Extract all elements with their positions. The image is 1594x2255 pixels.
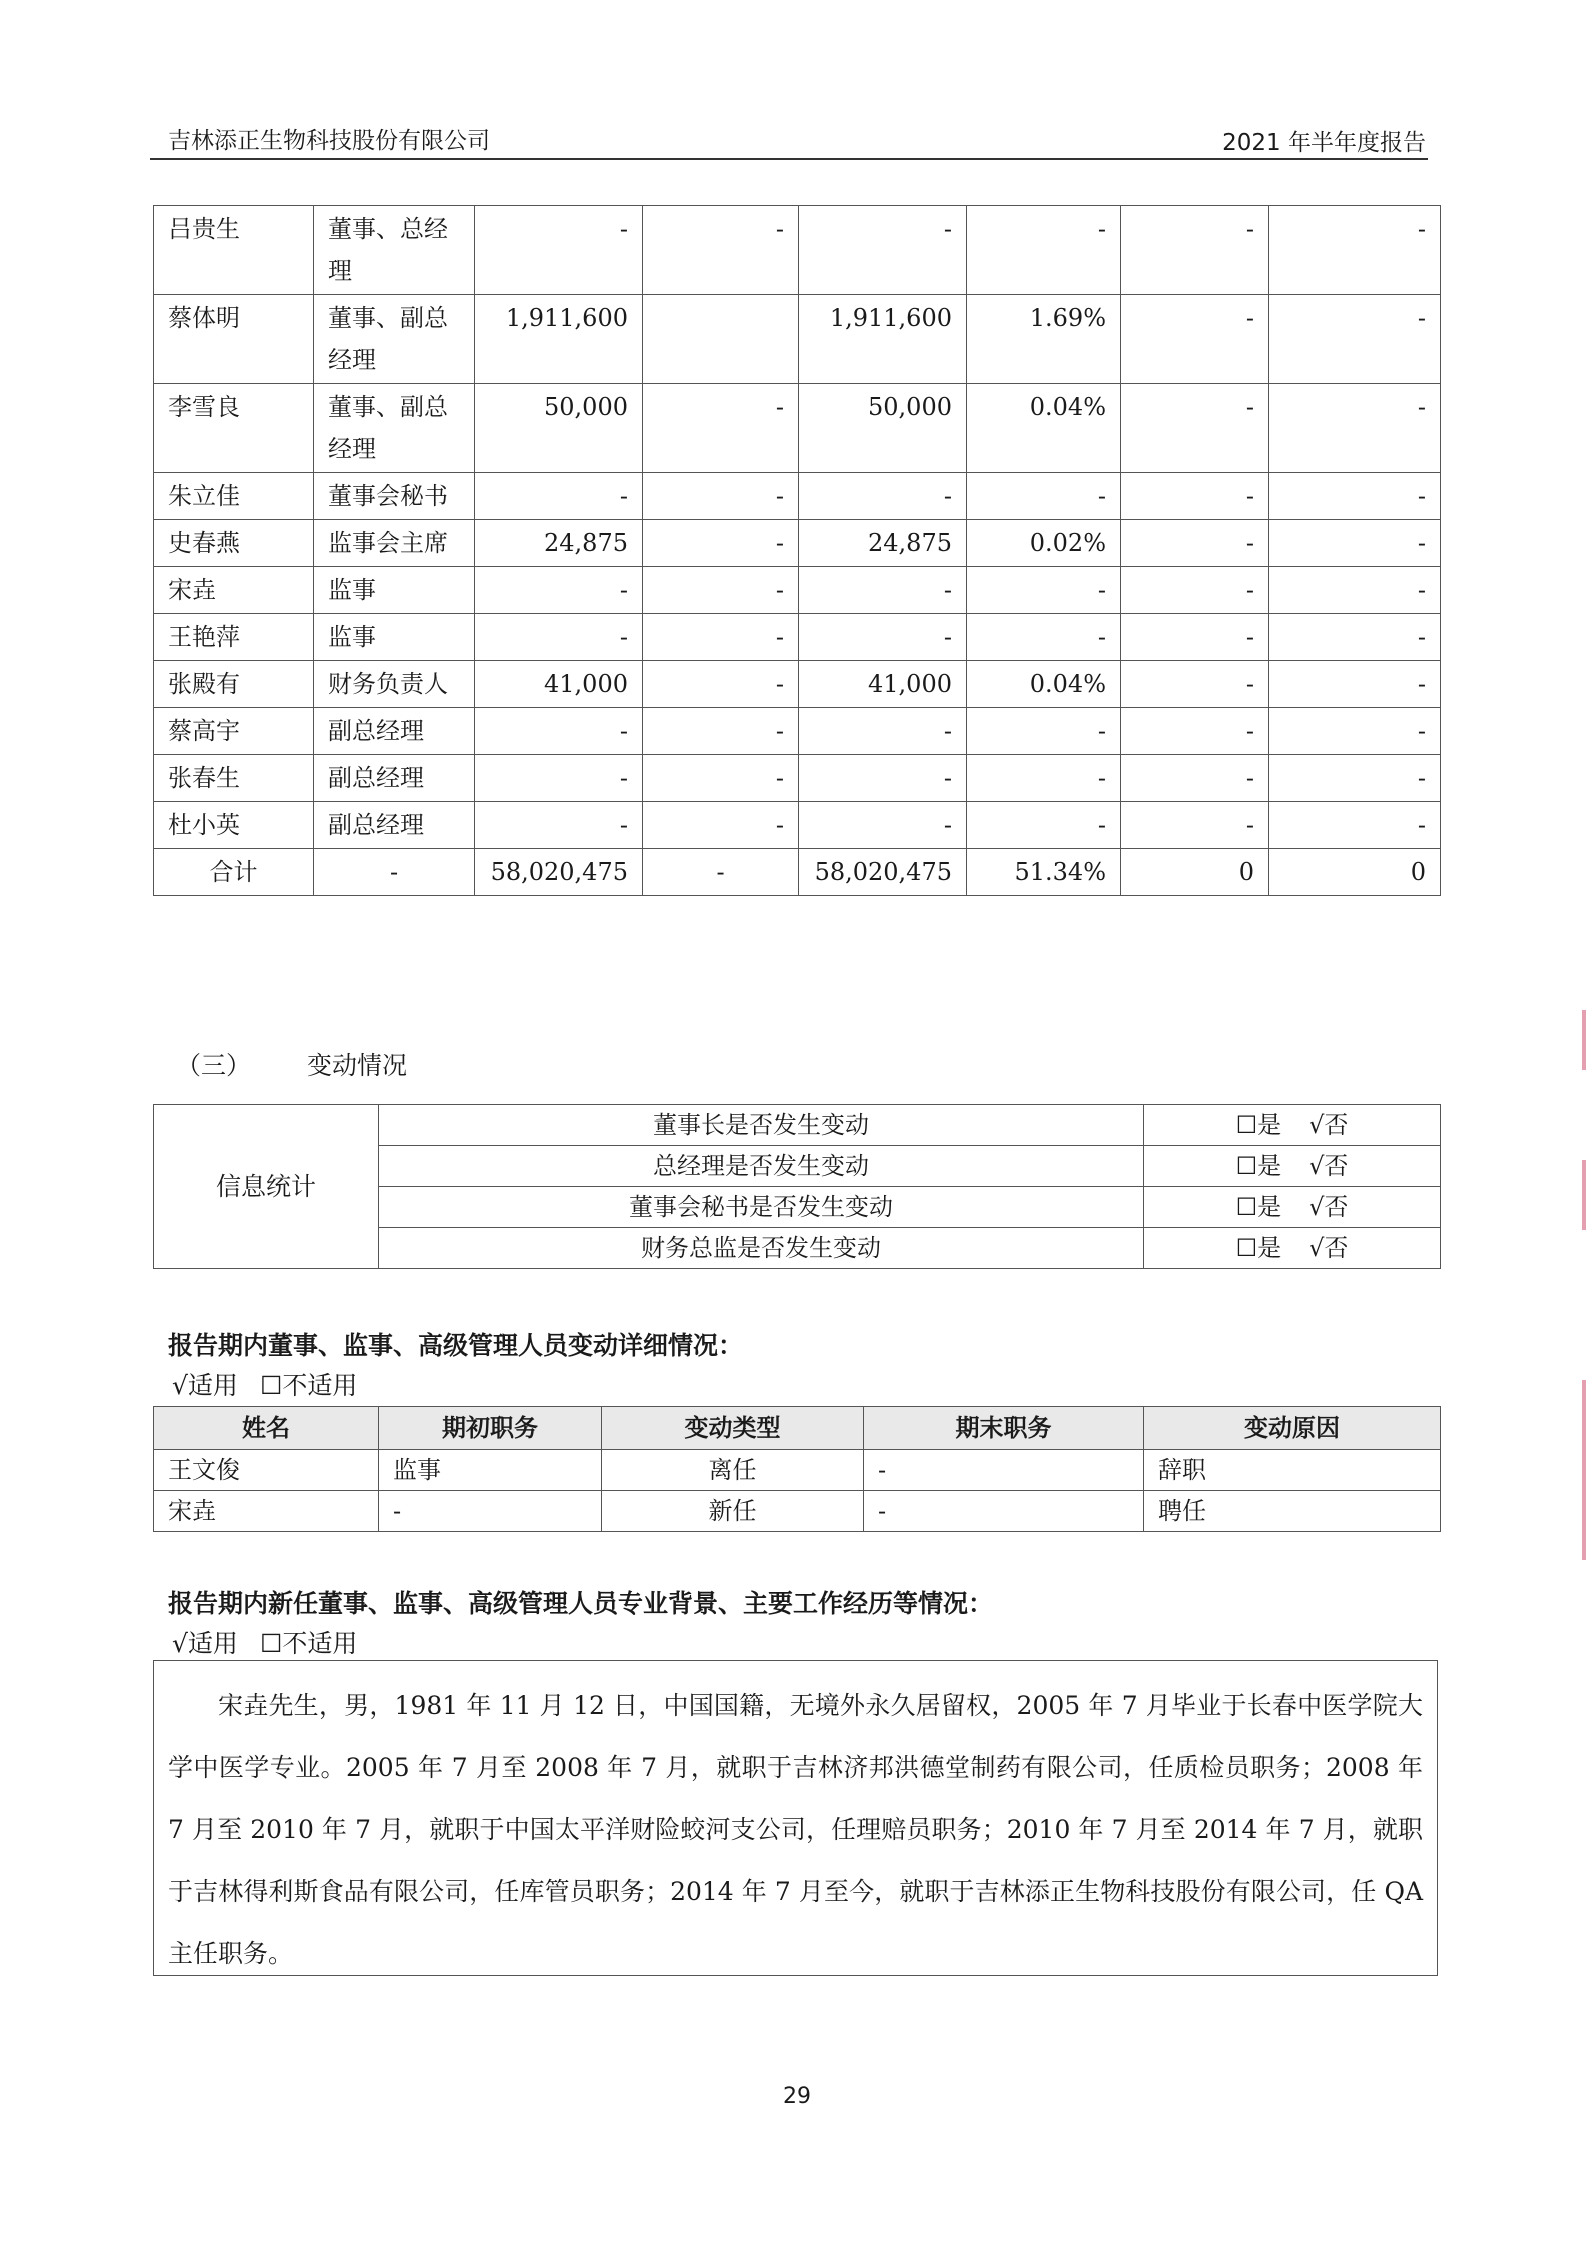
header-company-name: 吉林添正生物科技股份有限公司 [168,128,490,154]
changes-applicability [172,1366,357,1402]
changes-heading: 报告期内董事、监事、高级管理人员变动详细情况： [168,1331,744,1360]
cell-value: 0.04% [967,384,1121,473]
column-header: 姓名 [154,1407,379,1450]
change-question: 财务总监是否发生变动 [379,1228,1144,1269]
cell-reason: 聘任 [1144,1491,1441,1532]
cell-position: - [314,849,475,896]
table-row [154,1105,1441,1146]
scan-edge-mark [1582,1380,1586,1560]
not-applicable-checkbox: ☐不适用 [259,1629,358,1658]
cell-name: 蔡高宇 [154,708,314,755]
cell-value: 1,911,600 [475,295,643,384]
table-row [154,1491,1441,1532]
table-row [154,567,1441,614]
cell-position: 董事、总经理 [314,206,475,295]
cell-initial: 监事 [379,1450,602,1491]
cell-value: - [1121,708,1269,755]
change-question: 总经理是否发生变动 [379,1146,1144,1187]
cell-reason: 辞职 [1144,1450,1441,1491]
yes-no-answer [1144,1146,1441,1187]
table-row [154,802,1441,849]
cell-value: - [799,708,967,755]
cell-position: 副总经理 [314,708,475,755]
cell-value: 51.34% [967,849,1121,896]
cell-value: - [643,384,799,473]
cell-value: 50,000 [475,384,643,473]
biography-box [153,1660,1438,1976]
cell-initial: - [379,1491,602,1532]
cell-value: - [643,614,799,661]
cell-value: 0 [1269,849,1441,896]
cell-value: - [643,520,799,567]
cell-value: - [1269,473,1441,520]
cell-position: 财务负责人 [314,661,475,708]
cell-value: - [1269,384,1441,473]
yes-checkbox: ☐是 [1235,1152,1282,1180]
table-row [154,520,1441,567]
no-checkbox: √否 [1309,1193,1349,1221]
cell-type: 新任 [602,1491,864,1532]
personnel-changes-table [153,1406,1441,1532]
cell-value: - [967,567,1121,614]
yes-no-answer [1144,1105,1441,1146]
section-heading [176,1046,407,1082]
cell-position: 董事、副总经理 [314,295,475,384]
not-applicable-checkbox: ☐不适用 [259,1371,358,1400]
cell-value: 24,875 [475,520,643,567]
cell-value: - [967,206,1121,295]
biography-text: 宋垚先生，男，1981 年 11 月 12 日，中国国籍，无境外永久居留权，2005 年 7 月毕业于长春中医学院大学中医学专业。2005 年 7 月至 2008 年 7 月，就职于吉林济邦洪德堂制药有限公司，任质检员职务；2008 年 7 月至 2010 年 7 月，就职于中国太平洋财险蛟河支公司，任理赔员职务；2010 年 7 月至 2014 年 7 月，就职于吉林得利斯食品有限公司，任库管员职务；2014 年 7 月至今，就职于吉林添正生物科技股份有限公司，任 QA 主任职务。 [168,1691,1423,1968]
cell-name: 李雪良 [154,384,314,473]
cell-value: - [1269,802,1441,849]
cell-position: 副总经理 [314,755,475,802]
cell-value: - [1269,567,1441,614]
cell-value: - [1121,384,1269,473]
cell-position: 董事、副总经理 [314,384,475,473]
cell-value: - [1121,755,1269,802]
change-question: 董事长是否发生变动 [379,1105,1144,1146]
cell-value: 41,000 [475,661,643,708]
cell-position: 监事 [314,614,475,661]
no-checkbox: √否 [1309,1234,1349,1262]
cell-value: - [799,567,967,614]
cell-value: - [1121,614,1269,661]
yes-checkbox: ☐是 [1235,1234,1282,1262]
cell-name: 合计 [154,849,314,896]
cell-value: - [643,802,799,849]
header-divider [150,158,1428,160]
applicable-checkbox: √适用 [172,1629,238,1658]
cell-name: 王艳萍 [154,614,314,661]
cell-value: - [799,802,967,849]
change-info-table [153,1104,1441,1269]
cell-value: - [475,473,643,520]
table-row-total [154,849,1441,896]
cell-value: - [643,849,799,896]
cell-value: - [967,473,1121,520]
page-number: 29 [783,2084,811,2109]
cell-name: 杜小英 [154,802,314,849]
cell-value: - [643,661,799,708]
cell-value: - [1269,520,1441,567]
column-header: 期末职务 [864,1407,1144,1450]
cell-name: 蔡体明 [154,295,314,384]
cell-value: - [475,206,643,295]
cell-position: 监事 [314,567,475,614]
cell-value: - [475,708,643,755]
cell-value: - [799,755,967,802]
new-members-applicability [172,1624,357,1660]
cell-value: - [643,206,799,295]
cell-value: - [967,708,1121,755]
cell-name: 朱立佳 [154,473,314,520]
cell-type: 离任 [602,1450,864,1491]
cell-value: - [1269,295,1441,384]
cell-value: - [967,802,1121,849]
cell-value: 0.04% [967,661,1121,708]
cell-name: 宋垚 [154,567,314,614]
applicable-checkbox: √适用 [172,1371,238,1400]
cell-name: 张春生 [154,755,314,802]
table-row [154,1450,1441,1491]
cell-position: 副总经理 [314,802,475,849]
cell-value: - [475,755,643,802]
cell-value: 41,000 [799,661,967,708]
table-row [154,206,1441,295]
header-report-title: 2021 年半年度报告 [1222,130,1426,156]
cell-value: - [1121,295,1269,384]
cell-final: - [864,1450,1144,1491]
yes-checkbox: ☐是 [1235,1193,1282,1221]
scan-edge-mark [1582,1160,1586,1230]
new-members-heading: 报告期内新任董事、监事、高级管理人员专业背景、主要工作经历等情况： [168,1589,994,1618]
cell-name: 宋垚 [154,1491,379,1532]
cell-value: 58,020,475 [475,849,643,896]
cell-value: - [799,206,967,295]
cell-value: - [643,567,799,614]
column-header: 变动类型 [602,1407,864,1450]
cell-final: - [864,1491,1144,1532]
change-question: 董事会秘书是否发生变动 [379,1187,1144,1228]
cell-value: - [967,614,1121,661]
cell-value: - [1269,206,1441,295]
cell-value: - [475,802,643,849]
cell-name: 张殿有 [154,661,314,708]
cell-value: 1,911,600 [799,295,967,384]
cell-value: - [799,473,967,520]
cell-name: 史春燕 [154,520,314,567]
cell-value: - [643,755,799,802]
cell-value [643,295,799,384]
cell-value: - [1269,661,1441,708]
cell-value: 58,020,475 [799,849,967,896]
cell-value: - [1269,755,1441,802]
scan-edge-mark [1582,1010,1586,1070]
no-checkbox: √否 [1309,1111,1349,1139]
cell-value: - [1121,473,1269,520]
cell-name: 吕贵生 [154,206,314,295]
cell-value: - [1121,661,1269,708]
cell-position: 董事会秘书 [314,473,475,520]
yes-checkbox: ☐是 [1235,1111,1282,1139]
column-header: 期初职务 [379,1407,602,1450]
cell-value: - [799,614,967,661]
cell-name: 王文俊 [154,1450,379,1491]
cell-value: - [1121,802,1269,849]
cell-position: 监事会主席 [314,520,475,567]
table-row [154,755,1441,802]
cell-value: - [1269,708,1441,755]
cell-value: - [643,708,799,755]
table-row [154,661,1441,708]
cell-value: - [1121,520,1269,567]
yes-no-answer [1144,1187,1441,1228]
table-row [154,384,1441,473]
no-checkbox: √否 [1309,1152,1349,1180]
section-number: （三） [176,1051,252,1080]
column-header: 变动原因 [1144,1407,1441,1450]
cell-value: - [475,567,643,614]
cell-value: - [1121,206,1269,295]
cell-value: - [967,755,1121,802]
table-header-row [154,1407,1441,1450]
cell-value: 0 [1121,849,1269,896]
cell-value: - [475,614,643,661]
cell-value: - [643,473,799,520]
cell-value: - [1269,614,1441,661]
cell-value: 0.02% [967,520,1121,567]
cell-value: 24,875 [799,520,967,567]
table-row [154,295,1441,384]
cell-value: - [1121,567,1269,614]
cell-value: 1.69% [967,295,1121,384]
table-row [154,708,1441,755]
yes-no-answer [1144,1228,1441,1269]
shareholding-table [153,205,1441,896]
table-row [154,614,1441,661]
table-row [154,473,1441,520]
cell-value: 50,000 [799,384,967,473]
section-title: 变动情况 [306,1051,407,1080]
info-stat-label: 信息统计 [154,1105,379,1269]
